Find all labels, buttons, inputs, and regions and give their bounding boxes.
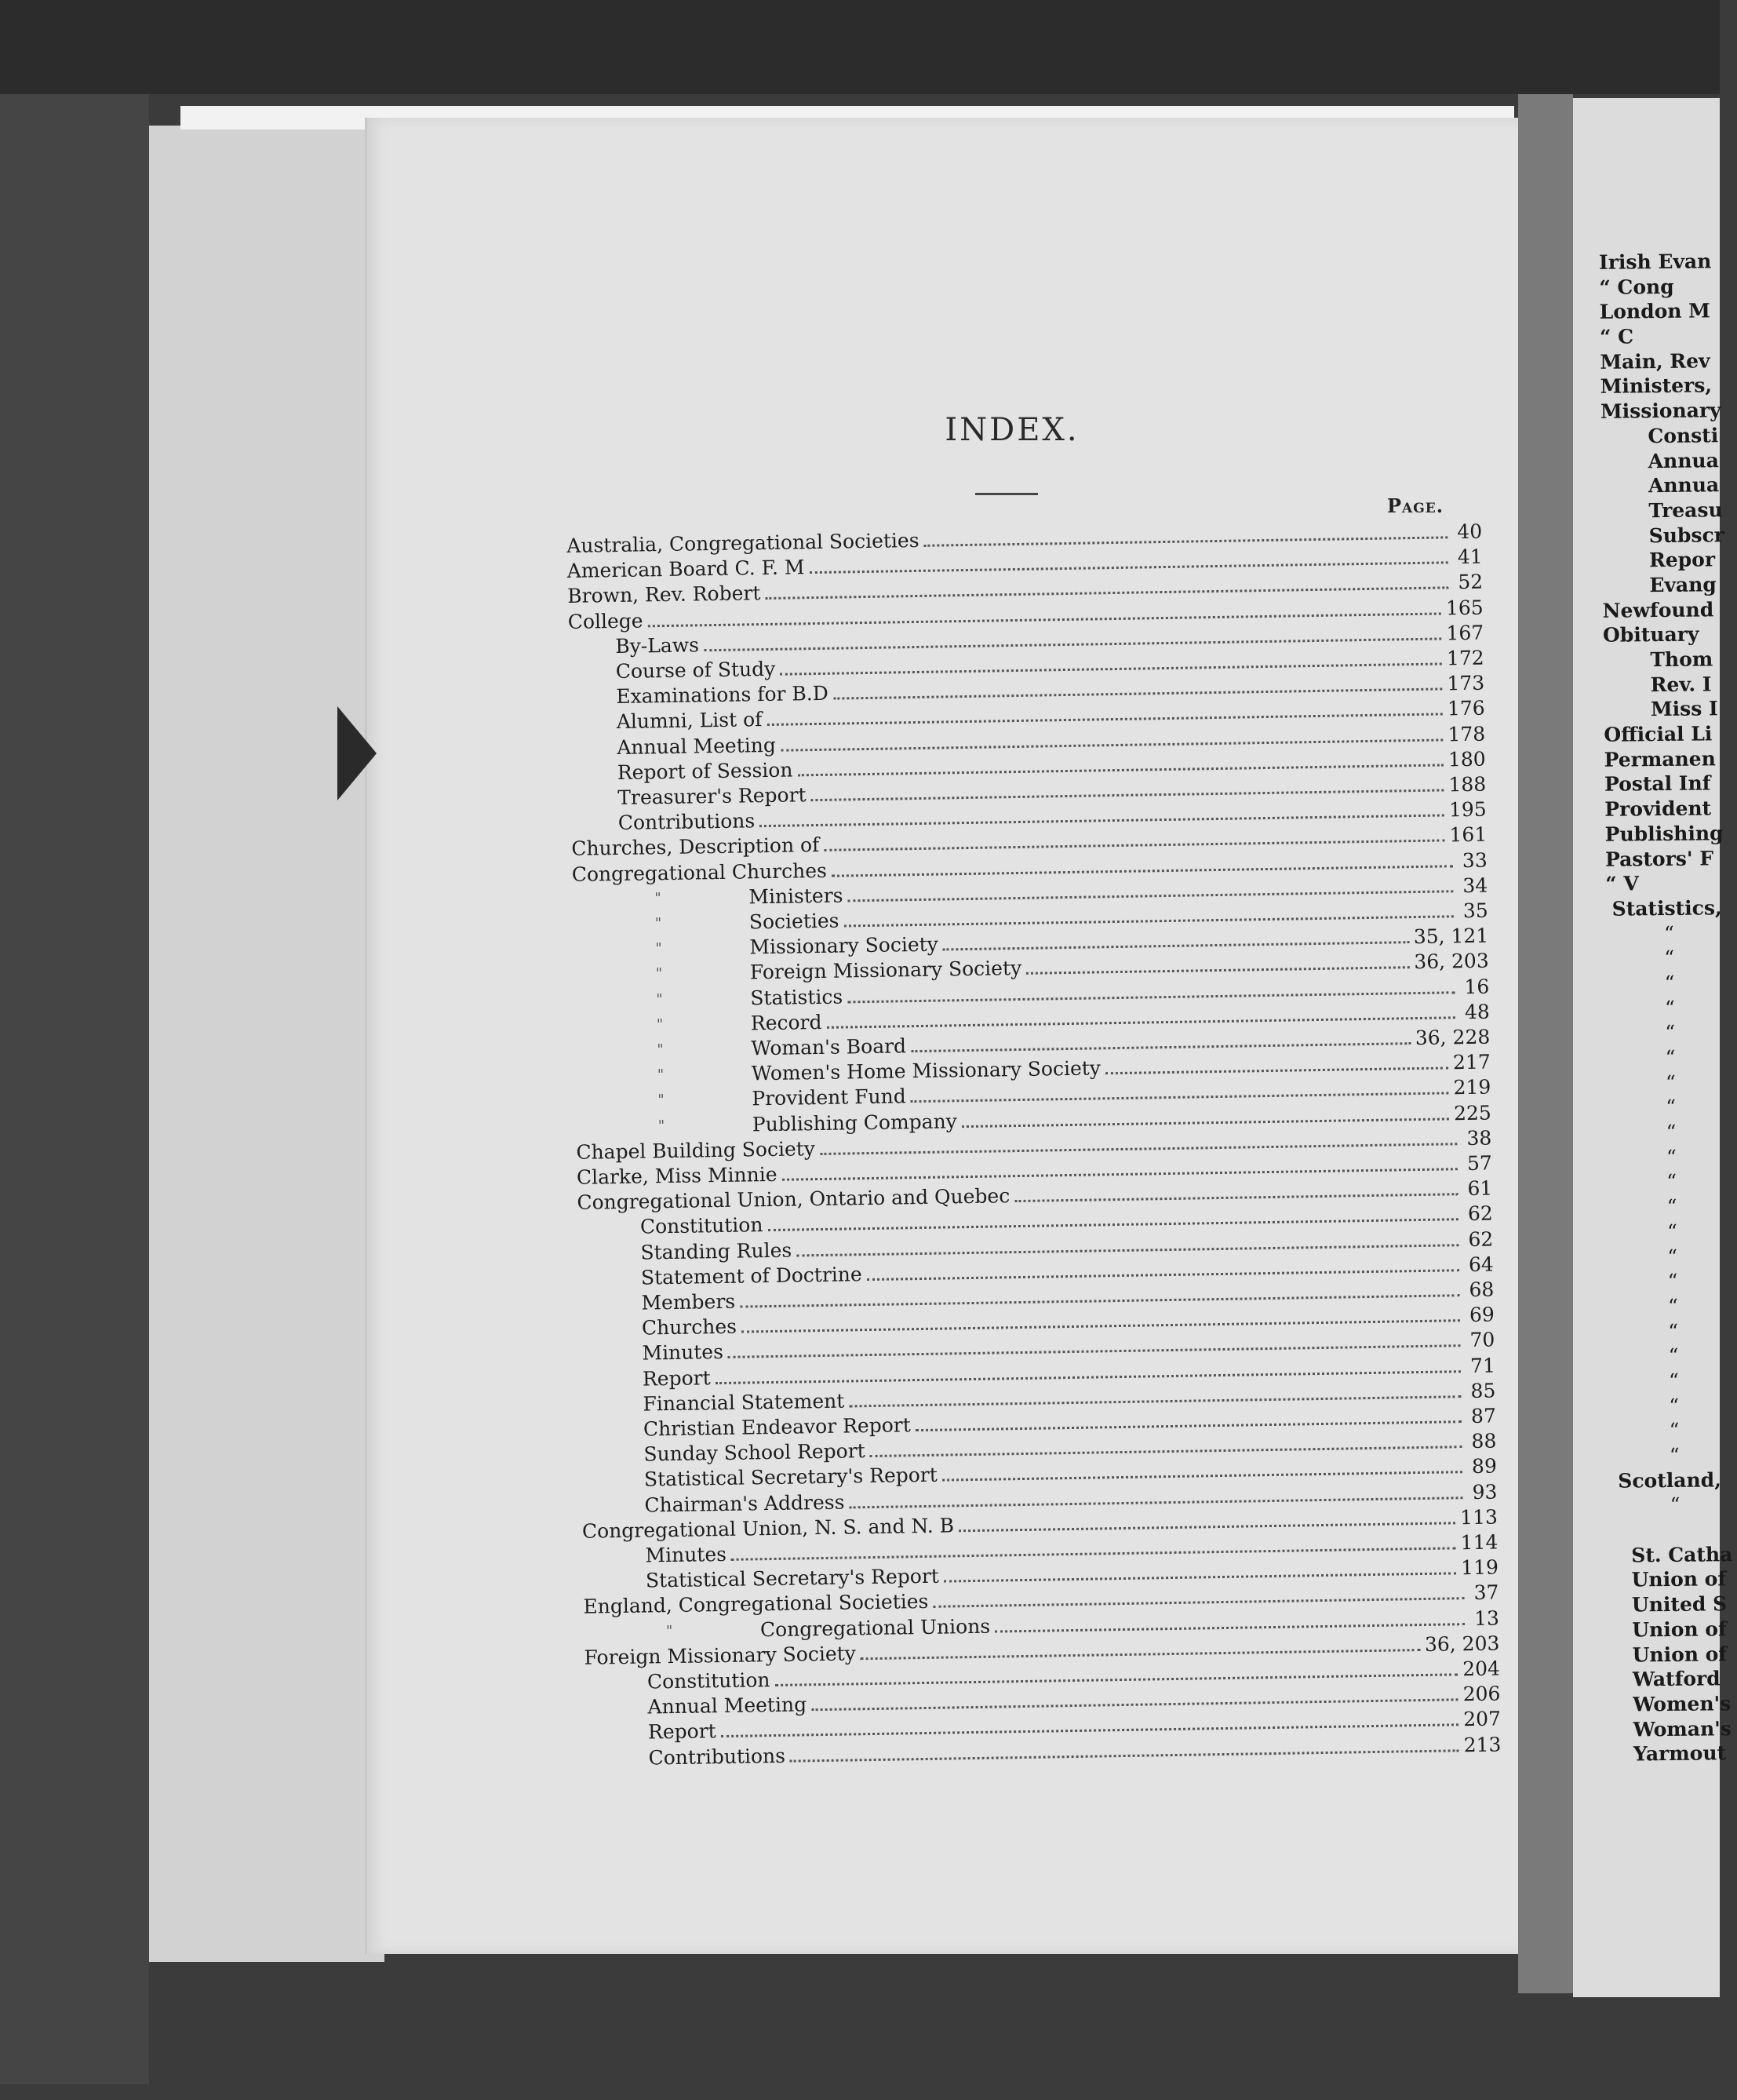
entry-label: By-Laws bbox=[615, 633, 700, 658]
entry-label: Members bbox=[641, 1289, 736, 1314]
facing-page-line: Permanen bbox=[1604, 747, 1716, 771]
dot-leader bbox=[870, 1446, 1462, 1457]
entry-page-number: 38 bbox=[1466, 1126, 1492, 1150]
entry-label: Provident Fund bbox=[752, 1085, 906, 1110]
entry-page-number: 195 bbox=[1448, 797, 1487, 822]
entry-page-number: 167 bbox=[1446, 621, 1484, 645]
facing-page-line: “ bbox=[1666, 1170, 1677, 1194]
facing-page-line: Yarmout bbox=[1633, 1741, 1727, 1766]
entry-page-number: 48 bbox=[1464, 1000, 1490, 1023]
entry-label: Report of Session bbox=[617, 758, 793, 784]
ditto-mark: " bbox=[657, 1117, 665, 1134]
entry-label: Women's Home Missionary Society bbox=[751, 1056, 1102, 1085]
facing-page-line: “ bbox=[1669, 1394, 1680, 1417]
entry-label: Report bbox=[642, 1365, 711, 1391]
entry-label: Congregational Churches bbox=[571, 859, 828, 886]
facing-page-line: Watford bbox=[1632, 1667, 1721, 1691]
facing-page-line: “ C bbox=[1599, 325, 1634, 348]
facing-page-line: Rev. I bbox=[1650, 673, 1712, 696]
dot-leader bbox=[995, 1623, 1465, 1632]
facing-page-line: Union of bbox=[1632, 1617, 1727, 1642]
dot-leader bbox=[924, 536, 1448, 546]
entry-label: Woman's Board bbox=[751, 1034, 907, 1060]
entry-label: Clarke, Miss Minnie bbox=[576, 1162, 777, 1189]
facing-page-line: “ bbox=[1668, 1319, 1679, 1343]
entry-label: Christian Endeavor Report bbox=[643, 1413, 911, 1441]
facing-page-line: Consti bbox=[1648, 424, 1719, 448]
entry-page-number: 34 bbox=[1462, 873, 1488, 897]
entry-page-number: 71 bbox=[1469, 1354, 1496, 1377]
entry-page-number: 207 bbox=[1462, 1707, 1502, 1731]
facing-page-line: “ bbox=[1664, 971, 1675, 994]
entry-label: Brown, Rev. Robert bbox=[567, 582, 761, 608]
facing-page-line: United S bbox=[1631, 1592, 1728, 1617]
entry-page-number: 41 bbox=[1457, 545, 1483, 569]
entry-page-number: 213 bbox=[1463, 1733, 1502, 1756]
entry-label: England, Congregational Societies bbox=[583, 1590, 929, 1619]
facing-page-line: “ bbox=[1666, 1120, 1677, 1144]
facing-page-line: Repor bbox=[1648, 548, 1716, 572]
entry-label: Sunday School Report bbox=[643, 1439, 865, 1466]
entry-label: Record bbox=[750, 1010, 822, 1035]
entry-page-number: 225 bbox=[1453, 1101, 1492, 1125]
entry-label: Constitution bbox=[646, 1668, 770, 1693]
facing-page-line: Thom bbox=[1650, 647, 1713, 672]
entry-label: Foreign Missionary Society bbox=[584, 1642, 857, 1669]
entry-page-number: 62 bbox=[1468, 1227, 1494, 1251]
ditto-mark: " bbox=[654, 915, 662, 932]
entry-label: Report bbox=[647, 1719, 716, 1744]
entry-label: Contributions bbox=[617, 809, 756, 835]
entry-label: Societies bbox=[748, 909, 839, 934]
dot-leader bbox=[790, 1749, 1459, 1762]
facing-page-line: Evang bbox=[1649, 573, 1717, 597]
entry-label: Publishing Company bbox=[752, 1109, 958, 1136]
facing-page-line: Miss I bbox=[1650, 697, 1718, 721]
entry-page-number: 89 bbox=[1471, 1454, 1498, 1478]
entry-page-number: 180 bbox=[1448, 747, 1486, 771]
facing-page-line: “ bbox=[1664, 946, 1675, 970]
facing-page-line: “ bbox=[1666, 1145, 1677, 1168]
facing-page-line: “ bbox=[1668, 1344, 1679, 1368]
entry-page-number: 173 bbox=[1447, 671, 1485, 695]
dot-leader bbox=[867, 1269, 1459, 1281]
entry-page-number: 87 bbox=[1470, 1404, 1497, 1428]
entry-page-number: 119 bbox=[1460, 1555, 1499, 1580]
ditto-mark: " bbox=[657, 1041, 664, 1059]
ditto-mark: " bbox=[657, 1066, 665, 1084]
facing-page-line: “ bbox=[1665, 1045, 1676, 1070]
facing-page-line: “ bbox=[1666, 1096, 1677, 1119]
dot-leader bbox=[943, 941, 1409, 950]
entry-label: Course of Study bbox=[615, 657, 776, 684]
entry-label: Annual Meeting bbox=[617, 733, 777, 759]
dot-leader bbox=[911, 1092, 1449, 1103]
facing-page-line: “ bbox=[1668, 1369, 1679, 1392]
entry-page-number: 37 bbox=[1473, 1580, 1499, 1605]
facing-page-line: “ bbox=[1665, 1021, 1676, 1045]
entry-page-number: 93 bbox=[1472, 1480, 1498, 1504]
facing-page-line: “ bbox=[1666, 1194, 1677, 1219]
facing-page-line: Main, Rev bbox=[1600, 349, 1710, 374]
entry-page-number: 16 bbox=[1464, 975, 1490, 998]
facing-page-line: “ bbox=[1665, 1070, 1676, 1094]
facing-page-line: Scotland, bbox=[1618, 1467, 1722, 1493]
facing-page-line: Irish Evan bbox=[1598, 250, 1712, 274]
entry-label: Congregational Unions bbox=[759, 1614, 991, 1641]
entry-label: Financial Statement bbox=[643, 1389, 845, 1416]
facing-page-line: “ bbox=[1663, 921, 1674, 945]
dot-leader bbox=[933, 1598, 1464, 1609]
entry-page-number: 64 bbox=[1468, 1252, 1495, 1276]
facing-page-line: “ V bbox=[1605, 872, 1639, 895]
facing-page-line: Statistics, bbox=[1611, 896, 1722, 921]
entry-page-number: 36, 203 bbox=[1414, 949, 1489, 974]
entry-page-number: 206 bbox=[1462, 1682, 1501, 1706]
entry-label: College bbox=[567, 609, 643, 633]
entry-label: Annual Meeting bbox=[647, 1693, 807, 1719]
entry-page-number: 35, 121 bbox=[1413, 924, 1489, 949]
dot-leader bbox=[849, 1395, 1461, 1407]
entry-page-number: 52 bbox=[1458, 571, 1484, 594]
entry-page-number: 176 bbox=[1447, 697, 1485, 720]
facing-page-line: Women's bbox=[1633, 1692, 1732, 1716]
facing-page-line: “ bbox=[1664, 996, 1675, 1019]
facing-page-line: Union of bbox=[1632, 1642, 1728, 1666]
entry-page-number: 70 bbox=[1469, 1328, 1495, 1352]
entry-page-number: 62 bbox=[1467, 1201, 1494, 1226]
page-column-header: Page. bbox=[1387, 494, 1444, 517]
dot-leader bbox=[833, 688, 1443, 700]
dot-leader bbox=[911, 1042, 1411, 1052]
entry-label: Minutes bbox=[642, 1340, 724, 1365]
facing-page-line: Annua bbox=[1648, 448, 1719, 472]
facing-page-line: Newfound bbox=[1602, 597, 1714, 622]
entry-label: Congregational Union, N. S. and N. B bbox=[581, 1514, 955, 1543]
ditto-mark: " bbox=[656, 990, 663, 1008]
facing-page-line: “ bbox=[1669, 1443, 1680, 1467]
facing-page-line: “ bbox=[1666, 1220, 1677, 1243]
entry-page-number: 113 bbox=[1459, 1505, 1498, 1529]
entry-page-number: 33 bbox=[1462, 848, 1488, 872]
entry-page-number: 161 bbox=[1449, 822, 1488, 847]
entry-label: Congregational Union, Ontario and Quebec bbox=[577, 1184, 1011, 1215]
entry-label: Churches, Description of bbox=[571, 833, 820, 861]
dot-leader bbox=[959, 1522, 1455, 1532]
entry-label: Standing Rules bbox=[640, 1238, 792, 1264]
entry-page-number: 165 bbox=[1445, 596, 1484, 619]
facing-page-line: St. Catha bbox=[1631, 1542, 1733, 1567]
facing-page-line: “ bbox=[1667, 1294, 1678, 1318]
entry-label: Statistical Secretary's Report bbox=[645, 1564, 940, 1592]
entry-label: Treasurer's Report bbox=[617, 783, 807, 809]
entry-page-number: 57 bbox=[1466, 1151, 1493, 1176]
entry-label: Foreign Missionary Society bbox=[749, 957, 1022, 984]
entry-page-number: 217 bbox=[1452, 1050, 1491, 1074]
ditto-mark: " bbox=[657, 1092, 665, 1109]
facing-page-line: “ bbox=[1670, 1493, 1681, 1517]
dot-leader bbox=[1105, 1067, 1448, 1075]
entry-page-number: 204 bbox=[1462, 1657, 1501, 1681]
ditto-mark: " bbox=[655, 965, 663, 983]
entry-page-number: 219 bbox=[1453, 1075, 1491, 1099]
facing-page-line: Missionary bbox=[1600, 399, 1721, 423]
entry-page-number: 40 bbox=[1457, 520, 1483, 544]
entry-label: American Board C. F. M bbox=[566, 556, 805, 583]
dot-leader bbox=[942, 1471, 1462, 1482]
facing-page-line: Obituary bbox=[1602, 622, 1699, 647]
entry-label: Chapel Building Society bbox=[576, 1136, 816, 1164]
facing-page-line: Union of bbox=[1631, 1567, 1727, 1591]
facing-page-line: Postal Inf bbox=[1604, 771, 1711, 797]
entry-page-number: 85 bbox=[1470, 1379, 1496, 1402]
entry-page-number: 36, 203 bbox=[1424, 1632, 1500, 1656]
entry-page-number: 61 bbox=[1467, 1176, 1493, 1201]
dot-leader bbox=[849, 1497, 1462, 1508]
entry-label: Alumni, List of bbox=[616, 708, 763, 734]
dot-leader bbox=[944, 1573, 1456, 1583]
entry-page-number: 88 bbox=[1471, 1429, 1497, 1453]
entry-label: Statistical Secretary's Report bbox=[643, 1464, 938, 1491]
facing-page-line: “ Cong bbox=[1599, 275, 1674, 299]
dot-leader bbox=[1014, 1193, 1458, 1202]
facing-page-line bbox=[1612, 1517, 1730, 1543]
facing-page-line: Woman's bbox=[1633, 1716, 1732, 1741]
facing-page-line: Provident bbox=[1604, 797, 1712, 821]
facing-page-line: Treasu bbox=[1648, 498, 1723, 523]
entry-page-number: 68 bbox=[1469, 1278, 1495, 1302]
entry-label: Australia, Congregational Societies bbox=[566, 528, 919, 557]
entry-label: Ministers bbox=[748, 884, 843, 909]
entry-label: Churches bbox=[641, 1314, 737, 1340]
ditto-mark: " bbox=[656, 1015, 664, 1034]
entry-label: Statistics bbox=[750, 985, 843, 1009]
entry-page-number: 35 bbox=[1462, 899, 1488, 923]
entry-label: Constitution bbox=[639, 1213, 763, 1238]
dot-leader bbox=[847, 991, 1455, 1003]
dot-leader bbox=[844, 915, 1454, 927]
entry-page-number: 178 bbox=[1448, 722, 1486, 746]
dot-leader bbox=[848, 890, 1454, 902]
entry-page-number: 13 bbox=[1473, 1606, 1500, 1630]
page-title: INDEX. bbox=[945, 412, 1080, 448]
facing-page-line: “ bbox=[1667, 1270, 1678, 1293]
ditto-mark: " bbox=[665, 1622, 673, 1639]
facing-page-entries bbox=[1599, 249, 1732, 1766]
entry-label: Statement of Doctrine bbox=[640, 1262, 862, 1289]
facing-page-line: Subscr bbox=[1648, 523, 1725, 547]
entry-label: Chairman's Address bbox=[644, 1490, 845, 1517]
ditto-mark: " bbox=[655, 940, 662, 957]
entry-page-number: 188 bbox=[1448, 772, 1487, 797]
entry-page-number: 69 bbox=[1469, 1303, 1495, 1327]
entry-label: Minutes bbox=[645, 1542, 727, 1567]
facing-page-line: Ministers, bbox=[1600, 374, 1713, 399]
dot-leader bbox=[861, 1649, 1420, 1660]
facing-page-line: “ bbox=[1667, 1245, 1678, 1268]
dot-leader bbox=[962, 1117, 1449, 1128]
entry-page-number: 172 bbox=[1446, 646, 1484, 670]
facing-page-line: Pastors' F bbox=[1604, 846, 1714, 871]
dot-leader bbox=[1026, 967, 1409, 975]
facing-page-line: London M bbox=[1599, 299, 1710, 324]
facing-page-line: Annua bbox=[1648, 473, 1720, 498]
entry-label: Contributions bbox=[648, 1744, 786, 1770]
entry-label: Examinations for B.D bbox=[616, 681, 829, 709]
entry-label: Missionary Society bbox=[749, 932, 939, 959]
facing-page-line: Official Li bbox=[1604, 722, 1713, 746]
facing-page-line: “ bbox=[1669, 1419, 1680, 1442]
entry-page-number: 114 bbox=[1460, 1530, 1498, 1555]
dot-leader bbox=[916, 1420, 1462, 1431]
facing-page-line: Publishing bbox=[1604, 822, 1724, 846]
entry-page-number: 36, 228 bbox=[1415, 1025, 1491, 1050]
ditto-mark: " bbox=[654, 889, 661, 907]
